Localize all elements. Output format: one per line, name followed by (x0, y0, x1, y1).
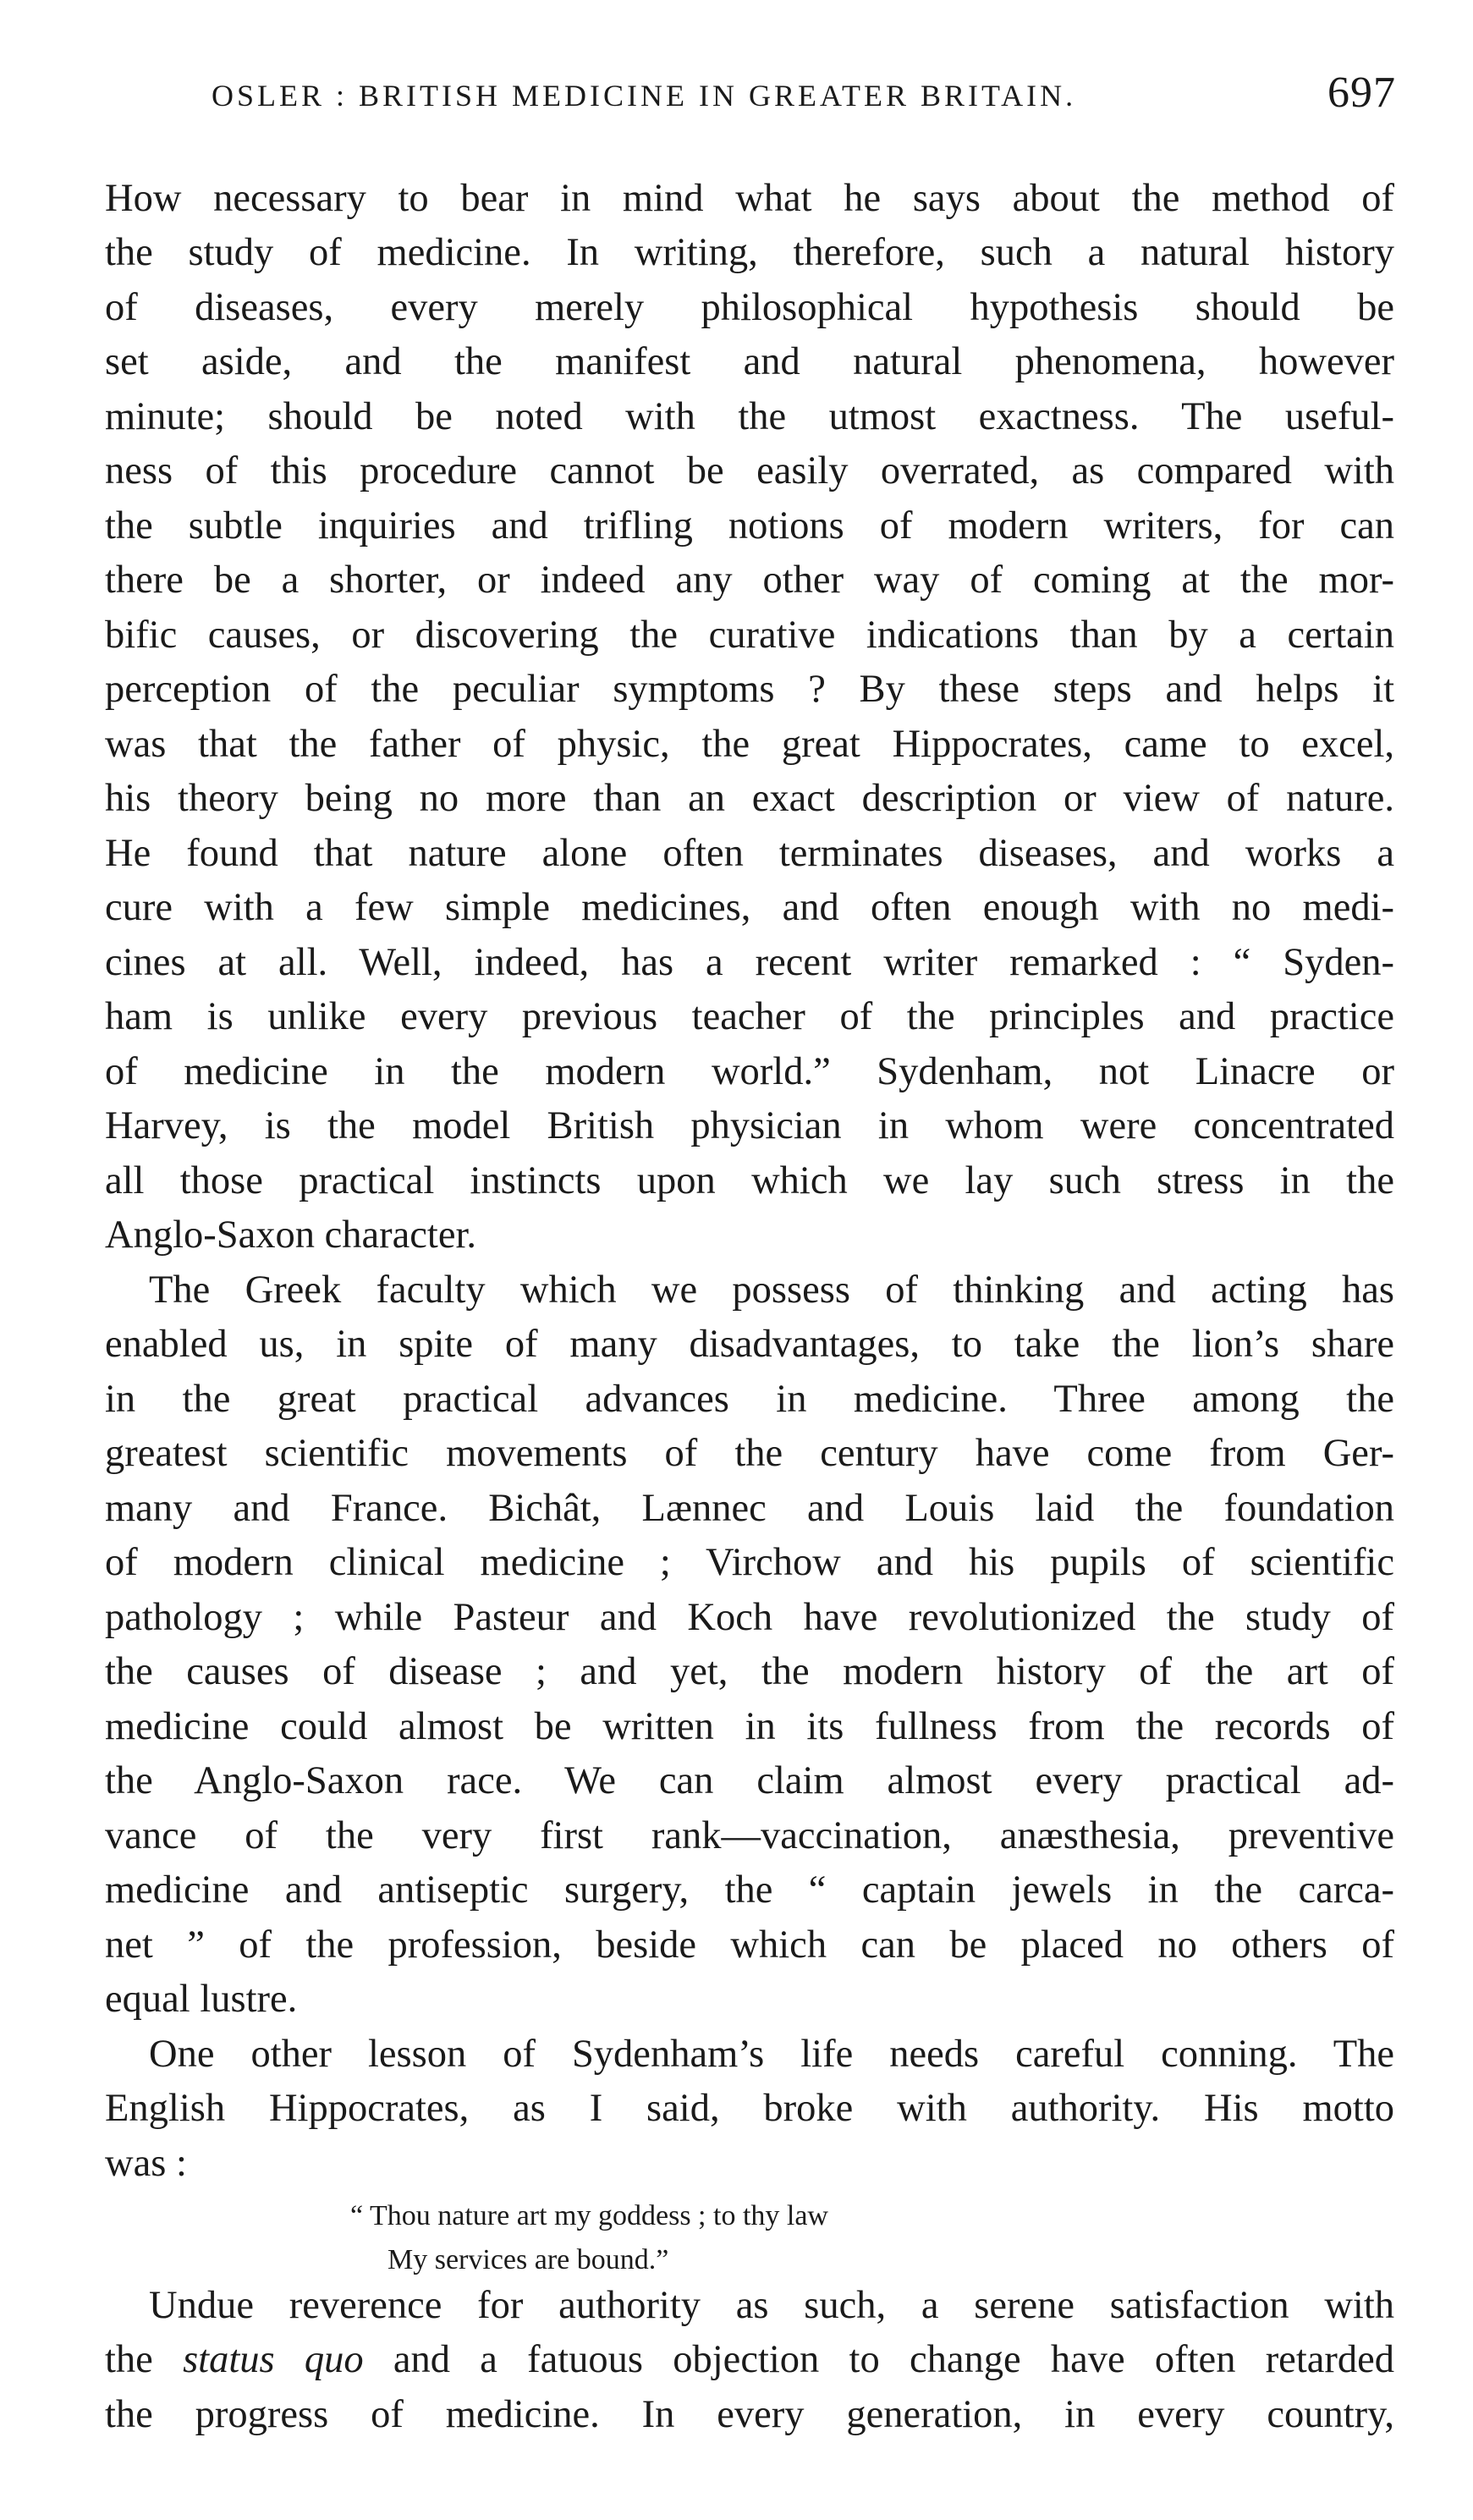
paragraph-2-line: equal lustre. (105, 1978, 298, 2022)
paragraph-2-line: vance of the very first rank—vaccination, anæsthesia, preventive (105, 1813, 1394, 1857)
paragraph-3-line: One other lesson of Sydenham’s life needs careful conning. The (149, 2032, 1394, 2076)
paragraph-3-line: English Hippocrates, as I said, broke with authority. His motto (105, 2087, 1394, 2131)
paragraph-2-line: in the great practical advances in medicine. Three among the (105, 1377, 1394, 1421)
italic-phrase: status quo (183, 2338, 364, 2381)
paragraph-1-line: the study of medicine. In writing, therefore, such a natural history (105, 231, 1394, 275)
paragraph-2-line: medicine and antiseptic surgery, the “ captain jewels in the carca- (105, 1868, 1394, 1912)
paragraph-4-line (105, 2336, 1394, 2384)
verse-quote-line: “ Thou nature art my goddess ; to thy law (350, 2200, 828, 2232)
paragraph-2-line: the Anglo-Saxon race. We can claim almost every practical ad- (105, 1759, 1394, 1803)
paragraph-1-line: minute; should be noted with the utmost exactness. The useful- (105, 394, 1394, 438)
paragraph-2-line: of modern clinical medicine ; Virchow and his pupils of scientific (105, 1541, 1394, 1585)
paragraph-4-text: the (105, 2338, 184, 2381)
paragraph-2-line: the causes of disease ; and yet, the modern history of the art of (105, 1650, 1394, 1694)
paragraph-1-line: the subtle inquiries and trifling notions of modern writers, for can (105, 503, 1394, 547)
paragraph-1-line: cure with a few simple medicines, and often enough with no medi- (105, 886, 1394, 930)
paragraph-1-line: bific causes, or discovering the curative indications than by a certain (105, 613, 1394, 657)
paragraph-1-line: How necessary to bear in mind what he says about the method of (105, 177, 1394, 220)
paragraph-1-line: Harvey, is the model British physician in whom were concentrated (105, 1104, 1394, 1148)
paragraph-1-line: cines at all. Well, indeed, has a recent writer remarked : “ Syden- (105, 940, 1394, 984)
paragraph-1-line: perception of the peculiar symptoms ? By these steps and helps it (105, 668, 1394, 712)
paragraph-4-line: Undue reverence for authority as such, a serene satisfaction with (149, 2283, 1394, 2327)
paragraph-1-line: He found that nature alone often terminates diseases, and works a (105, 831, 1394, 875)
paragraph-2-line: medicine could almost be written in its fullness from the records of (105, 1704, 1394, 1748)
paragraph-2-line: greatest scientific movements of the century have come from Ger- (105, 1432, 1394, 1476)
paragraph-2-line: enabled us, in spite of many disadvantages, to take the lion’s share (105, 1323, 1394, 1367)
paragraph-1-line: ness of this procedure cannot be easily overrated, as compared with (105, 449, 1394, 493)
paragraph-4-line: the progress of medicine. In every generation, in every country, (105, 2392, 1394, 2436)
paragraph-1-line: his theory being no more than an exact description or view of nature. (105, 777, 1394, 821)
paragraph-1-line: of diseases, every merely philosophical hypothesis should be (105, 285, 1394, 329)
paragraph-4-text: and a fatuous objection to change have often retarded (363, 2338, 1394, 2381)
verse-quote-line: My services are bound.” (387, 2243, 669, 2275)
paragraph-2-line: net ” of the profession, beside which can be placed no others of (105, 1923, 1394, 1967)
paragraph-1-line: ham is unlike every previous teacher of the principles and practice (105, 995, 1394, 1039)
paragraph-1-line: Anglo-Saxon character. (105, 1213, 477, 1257)
paragraph-2-line: many and France. Bichât, Lænnec and Louis laid the foundation (105, 1486, 1394, 1530)
page-number: 697 (1327, 69, 1396, 117)
paragraph-3-line: was : (105, 2141, 187, 2185)
paragraph-1-line: was that the father of physic, the great Hippocrates, came to excel, (105, 722, 1394, 766)
paragraph-1-line: all those practical instincts upon which we lay such stress in the (105, 1158, 1394, 1202)
running-title: OSLER : BRITISH MEDICINE IN GREATER BRITAIN. (212, 79, 1077, 113)
paragraph-1-line: set aside, and the manifest and natural phenomena, however (105, 340, 1394, 384)
running-head (212, 69, 1421, 117)
paragraph-2-line: The Greek faculty which we possess of thinking and acting has (149, 1268, 1394, 1312)
paragraph-1-line: there be a shorter, or indeed any other way of coming at the mor- (105, 558, 1394, 602)
paragraph-2-line: pathology ; while Pasteur and Koch have revolutionized the study of (105, 1595, 1394, 1639)
paragraph-1-line: of medicine in the modern world.” Sydenham, not Linacre or (105, 1049, 1394, 1093)
